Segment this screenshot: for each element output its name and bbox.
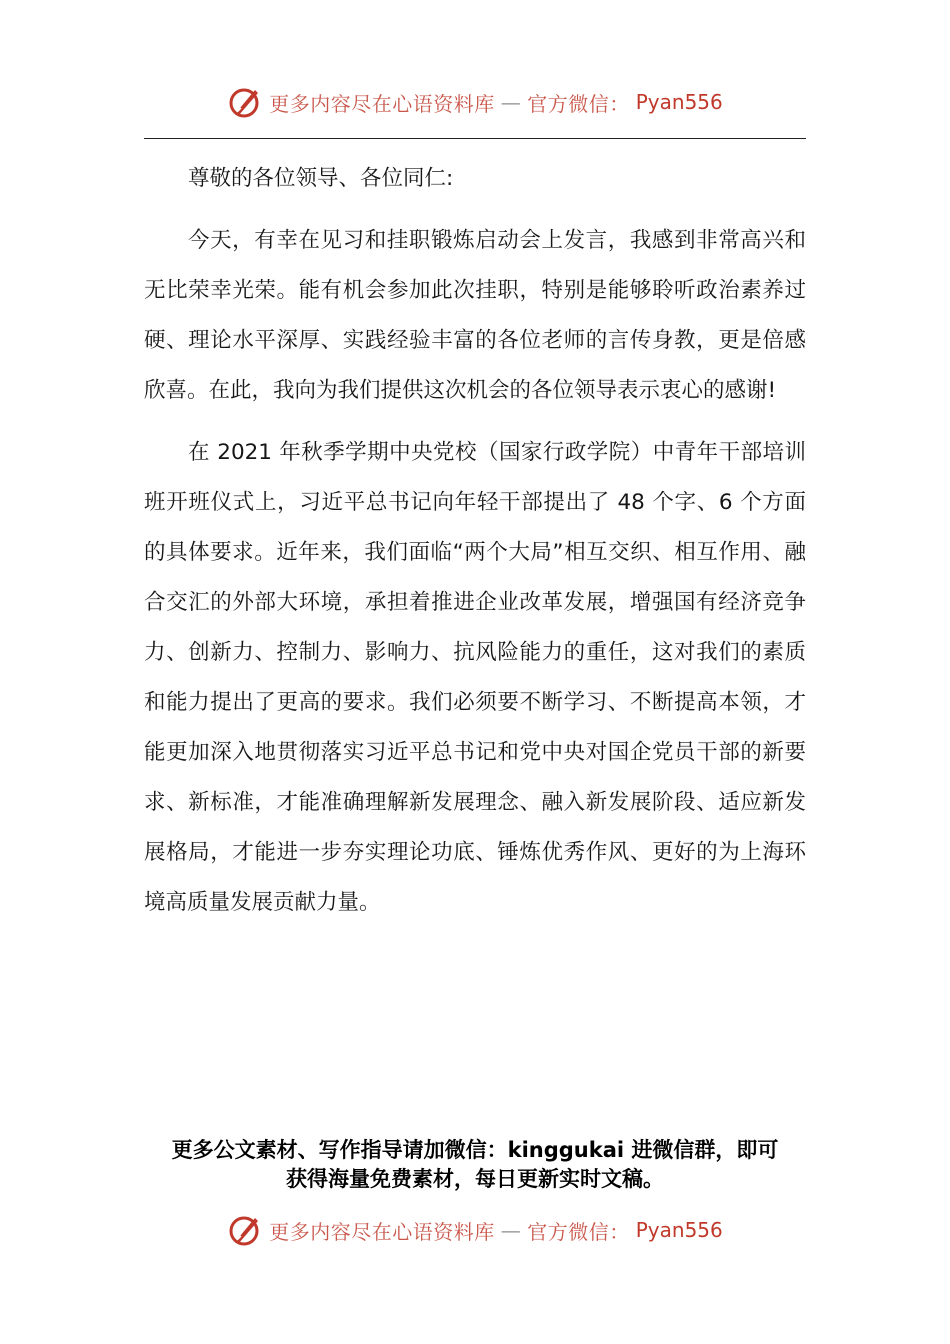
watermark-account-id: Pyan556 <box>635 1218 723 1242</box>
watermark-dash: — <box>500 90 522 114</box>
watermark-site-name: 更多内容尽在心语资料库 <box>269 91 495 116</box>
quill-logo-icon <box>227 84 263 120</box>
header-watermark <box>0 84 950 120</box>
watermark-account-label: 官方微信： <box>527 91 630 116</box>
salutation: 尊敬的各位领导、各位同仁: <box>188 166 454 191</box>
header-divider <box>144 138 806 139</box>
footer-watermark <box>0 1212 950 1248</box>
paragraph-1: 今天，有幸在见习和挂职锻炼启动会上发言，我感到非常高兴和无比荣幸光荣。能有机会参加此次挂职，特别是能够聆听政治素养过硬、理论水平深厚、实践经验丰富的各位老师的言传身教，更是倍感欣喜。在此，我向为我们提供这次机会的各位领导表示衷心的感谢! <box>144 228 806 403</box>
letter-body <box>144 154 806 940</box>
watermark-account-id: Pyan556 <box>635 90 723 114</box>
promo-line-1: 更多公文素材、写作指导请加微信：kinggukai 进微信群，即可 <box>171 1138 779 1162</box>
watermark-dash: — <box>500 1218 522 1242</box>
promo-notice <box>144 1136 806 1194</box>
watermark-account-label: 官方微信： <box>527 1219 630 1244</box>
watermark-site-name: 更多内容尽在心语资料库 <box>269 1219 495 1244</box>
quill-logo-icon <box>227 1212 263 1248</box>
promo-line-2: 获得海量免费素材，每日更新实时文稿。 <box>286 1167 664 1191</box>
paragraph-2: 在 2021 年秋季学期中央党校（国家行政学院）中青年干部培训班开班仪式上，习近平总书记向年轻干部提出了 48 个字、6 个方面的具体要求。近年来，我们面临“两个大局”相互交织、相互作用、融合交汇的外部大环境，承担着推进企业改革发展，增强国有经济竞争力、创新力、控制力、影响力、抗风险能力的重任，这对我们的素质和能力提出了更高的要求。我们必须要不断学习、不断提高本领，才能更加深入地贯彻落实习近平总书记和党中央对国企党员干部的新要求、新标准，才能准确理解新发展理念、融入新发展阶段、适应新发展格局，才能进一步夯实理论功底、锤炼优秀作风、更好的为上海环境高质量发展贡献力量。 <box>144 440 806 915</box>
